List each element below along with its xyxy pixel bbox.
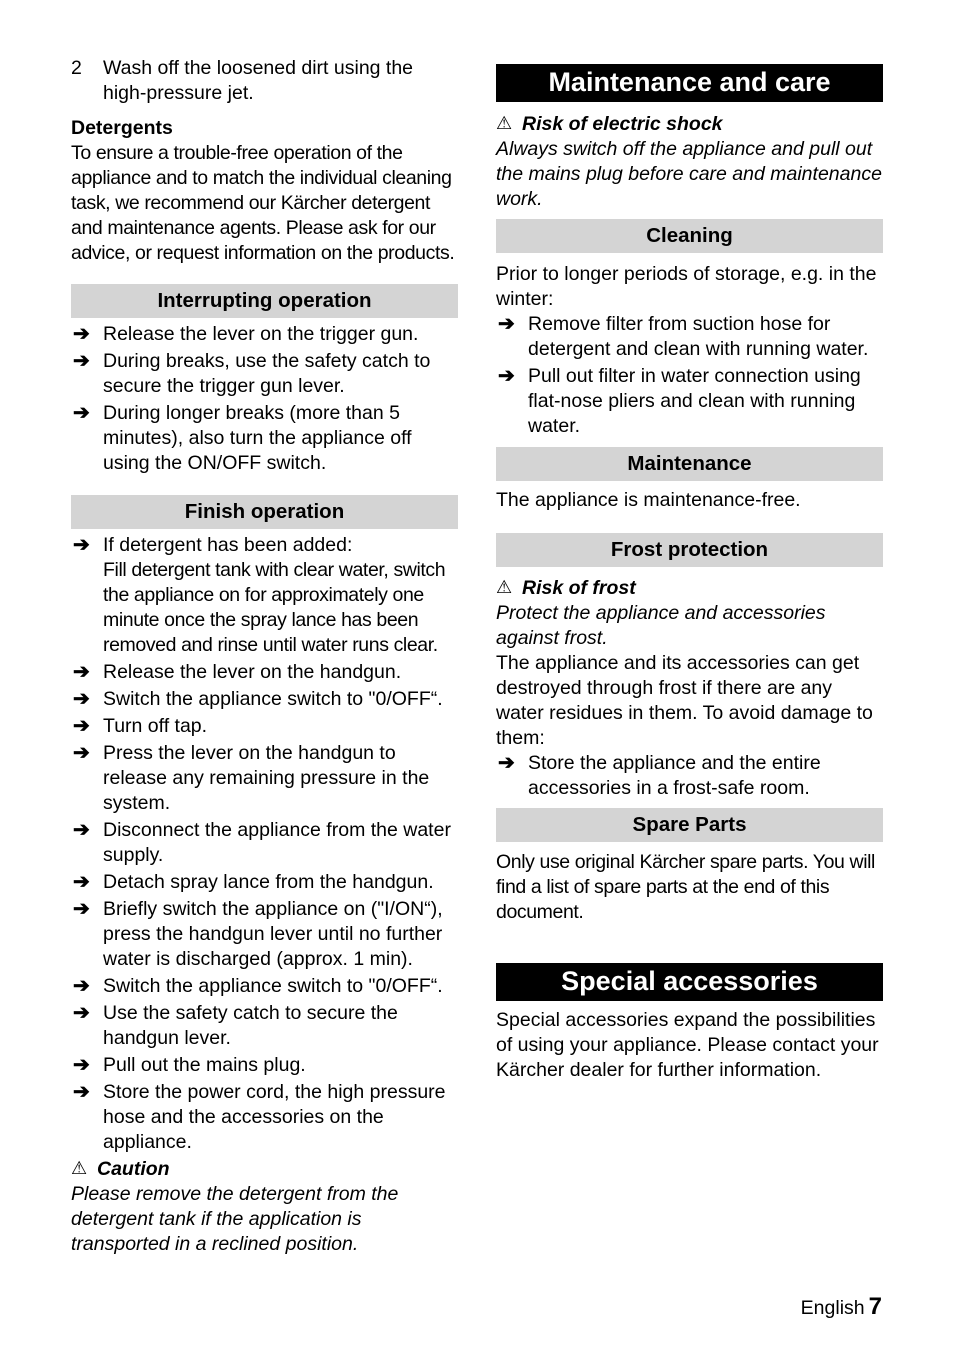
arrow-icon: ➔ bbox=[73, 1081, 90, 1103]
arrow-icon: ➔ bbox=[73, 1002, 90, 1024]
list-item: ➔ Release the lever on the trigger gun. bbox=[73, 323, 419, 345]
special-accessories-heading: Special accessories bbox=[496, 963, 883, 1001]
detergents-heading: Detergents bbox=[71, 117, 173, 139]
left-column bbox=[71, 56, 458, 1257]
cleaning-heading: Cleaning bbox=[496, 219, 883, 253]
footer-language: English bbox=[800, 1297, 865, 1319]
list-item: ➔ Disconnect the appliance from the water supply. bbox=[73, 819, 451, 866]
list-item: ➔ Store the appliance and the entire accessories in a frost-safe room. bbox=[498, 752, 821, 799]
maintenance-heading: Maintenance bbox=[496, 447, 883, 481]
page-footer bbox=[801, 1293, 882, 1321]
finish-list bbox=[71, 533, 458, 1155]
finish-operation-heading: Finish operation bbox=[71, 495, 458, 529]
warning-icon: ⚠ bbox=[71, 1158, 88, 1178]
spare-parts-text: Only use original Kärcher spare parts. You will find a list of spare parts at the end of this document. bbox=[496, 851, 875, 923]
cleaning-list bbox=[496, 312, 883, 439]
interrupting-list bbox=[71, 322, 458, 476]
list-item: ➔ Pull out filter in water connection using flat-nose pliers and clean with running water. bbox=[498, 365, 861, 437]
list-item: ➔ Briefly switch the appliance on ("I/ON“), press the handgun lever until no further water is discharged (approx. 1 min). bbox=[73, 898, 443, 970]
list-item-detail: Fill detergent tank with clear water, switch the appliance on for approximately one minute once the spray lance has been removed and rinse until water runs clear. bbox=[103, 559, 446, 656]
arrow-icon: ➔ bbox=[73, 1054, 90, 1076]
arrow-icon: ➔ bbox=[498, 365, 515, 387]
warning-icon: ⚠ bbox=[496, 577, 513, 597]
frost-text: The appliance and its accessories can get destroyed through frost if there are any water residues in them. To avoid damage to them: bbox=[496, 652, 873, 749]
interrupting-operation-heading: Interrupting operation bbox=[71, 284, 458, 318]
list-item: ➔ Remove filter from suction hose for detergent and clean with running water. bbox=[498, 313, 869, 360]
arrow-icon: ➔ bbox=[73, 688, 90, 710]
arrow-icon: ➔ bbox=[73, 715, 90, 737]
caution-text: Please remove the detergent from the detergent tank if the application is transported in a reclined position. bbox=[71, 1183, 399, 1255]
arrow-icon: ➔ bbox=[498, 313, 515, 335]
frost-protection-heading: Frost protection bbox=[496, 533, 883, 567]
step-text: Wash off the loosened dirt using the high-pressure jet. bbox=[103, 57, 414, 104]
maintenance-and-care-heading: Maintenance and care bbox=[496, 64, 883, 102]
special-accessories-text: Special accessories expand the possibilities of using your appliance. Please contact your Kärcher dealer for further information. bbox=[496, 1009, 879, 1081]
arrow-icon: ➔ bbox=[73, 898, 90, 920]
step-2 bbox=[71, 56, 458, 106]
list-item: ➔ Turn off tap. bbox=[73, 715, 208, 737]
detergents-text: To ensure a trouble-free operation of the appliance and to match the individual cleaning task, we recommend our Kärcher detergent and maintenance agents. Please ask for our advice, or request information on the products. bbox=[71, 142, 455, 264]
arrow-icon: ➔ bbox=[498, 752, 515, 774]
list-item: ➔ During longer breaks (more than 5 minutes), also turn the appliance off using the ON/OFF switch. bbox=[73, 402, 412, 474]
arrow-icon: ➔ bbox=[73, 871, 90, 893]
arrow-icon: ➔ bbox=[73, 323, 90, 345]
arrow-icon: ➔ bbox=[73, 534, 90, 556]
list-item: ➔ Pull out the mains plug. bbox=[73, 1054, 306, 1076]
list-item: ➔ Release the lever on the handgun. bbox=[73, 661, 402, 683]
electric-shock-warning-text: Always switch off the appliance and pull out the mains plug before care and maintenance work. bbox=[496, 138, 882, 210]
list-item: ➔ Switch the appliance switch to "0/OFF“. bbox=[73, 975, 443, 997]
electric-shock-warning-heading: ⚠ Risk of electric shock bbox=[496, 113, 723, 135]
right-column bbox=[496, 64, 883, 1083]
list-item: ➔ Press the lever on the handgun to release any remaining pressure in the system. bbox=[73, 742, 430, 814]
list-item: ➔ Detach spray lance from the handgun. bbox=[73, 871, 434, 893]
maintenance-text: The appliance is maintenance-free. bbox=[496, 489, 801, 511]
page-number: 7 bbox=[868, 1293, 882, 1320]
arrow-icon: ➔ bbox=[73, 819, 90, 841]
cleaning-intro: Prior to longer periods of storage, e.g. in the winter: bbox=[496, 263, 877, 310]
list-item: ➔ Use the safety catch to secure the handgun lever. bbox=[73, 1002, 398, 1049]
arrow-icon: ➔ bbox=[73, 975, 90, 997]
arrow-icon: ➔ bbox=[73, 742, 90, 764]
list-item: ➔ During breaks, use the safety catch to secure the trigger gun lever. bbox=[73, 350, 431, 397]
arrow-icon: ➔ bbox=[73, 402, 90, 424]
frost-warning-text: Protect the appliance and accessories against frost. bbox=[496, 602, 826, 649]
list-item: ➔ Store the power cord, the high pressure hose and the accessories on the appliance. bbox=[73, 1081, 446, 1153]
frost-list bbox=[496, 751, 883, 801]
spare-parts-heading: Spare Parts bbox=[496, 808, 883, 842]
frost-warning-heading: ⚠ Risk of frost bbox=[496, 577, 636, 599]
list-item: ➔ Switch the appliance switch to "0/OFF“. bbox=[73, 688, 443, 710]
step-number: 2 bbox=[71, 57, 82, 79]
warning-icon: ⚠ bbox=[496, 113, 513, 133]
list-item: ➔ If detergent has been added: Fill detergent tank with clear water, switch the appliance on for approximately one minute once the spray lance has been removed and rinse until water runs clear. bbox=[73, 534, 446, 656]
arrow-icon: ➔ bbox=[73, 350, 90, 372]
caution-heading: ⚠ Caution bbox=[71, 1158, 170, 1180]
arrow-icon: ➔ bbox=[73, 661, 90, 683]
